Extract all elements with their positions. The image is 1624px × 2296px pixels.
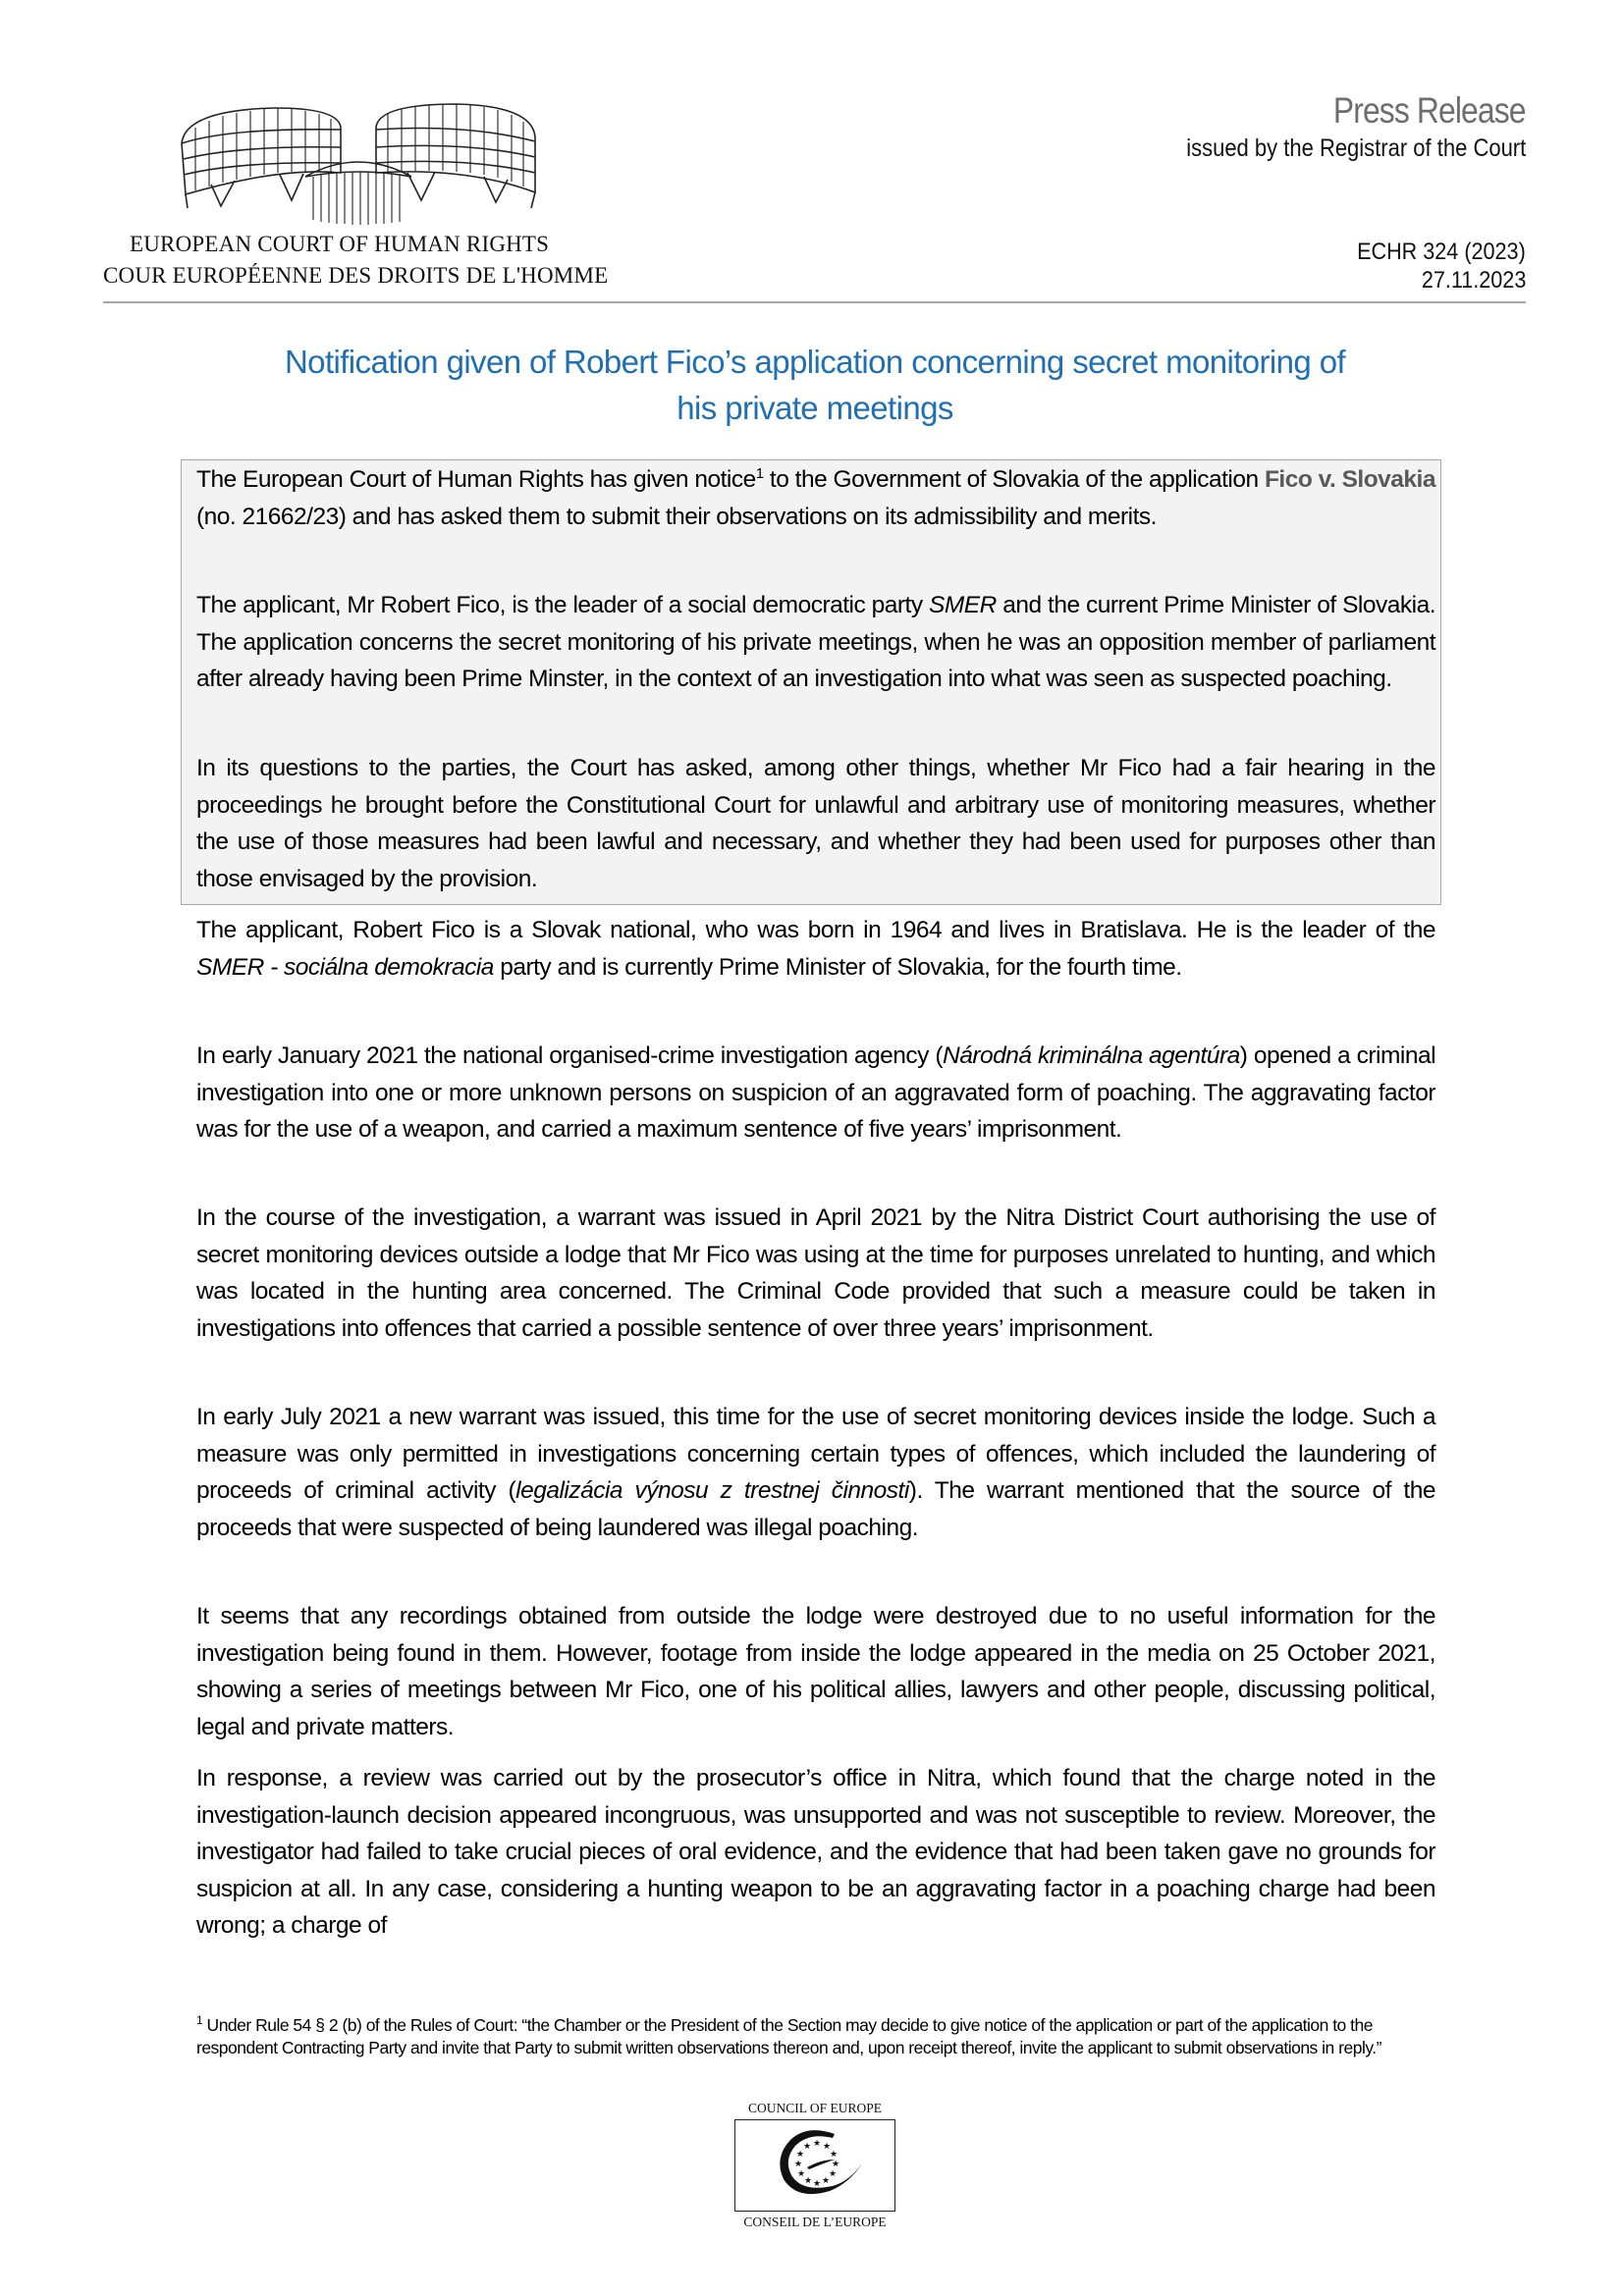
court-name-english: EUROPEAN COURT OF HUMAN RIGHTS — [130, 232, 550, 256]
svg-text:★: ★ — [796, 2169, 805, 2179]
svg-text:★: ★ — [829, 2150, 838, 2160]
svg-text:★: ★ — [821, 2176, 830, 2186]
council-of-europe-logo — [727, 2101, 903, 2230]
footnote-ref-1[interactable]: 1 — [755, 464, 764, 482]
footnote: $^1$ Under Rule 54 § 2 (b) of the Rules of Court: “the Chamber or the President of the Section may decide to give notice of the application or part of the application to the respondent Contracting Party and invite that Party to submit written observations thereon and, upon receipt thereof, invite the applicant to submit observations in reply.” — [196, 2013, 1381, 2057]
court-building-logo-icon — [172, 98, 545, 228]
body-paragraph-2: In early January 2021 the national organised-crime investigation agency (Národná kriminálna agentúra) opened a criminal investigation into one or more unknown persons on suspicion of an aggravated form of poaching. The aggravating factor was for the use of a weapon, and carried a maximum sentence of five years’ imprisonment. — [196, 1042, 1436, 1143]
footnote-marker: 1 — [196, 2013, 203, 2028]
press-release-label: Press Release — [1333, 90, 1526, 131]
svg-text:★: ★ — [828, 2169, 837, 2179]
reference-number: ECHR 324 (2023) — [1357, 239, 1526, 265]
title-line-2: his private meetings — [677, 390, 953, 426]
council-of-europe-emblem-icon — [734, 2119, 895, 2212]
page-title — [177, 339, 1453, 431]
svg-text:★: ★ — [831, 2160, 839, 2169]
svg-text:★: ★ — [802, 2142, 811, 2152]
body-paragraph-6: In response, a review was carried out by the prosecutor’s office in Nitra, which found that the charge noted in the investigation-launch decision appeared incongruous, was unsupported and was not susceptible to review. Moreover, the investigator had failed to take crucial pieces of oral evidence, and the evidence that had been taken gave no grounds for suspicion at all. In any case, considering a hunting weapon to be an aggravating factor in a poaching charge had been wrong; a charge of — [196, 1765, 1435, 1939]
body-paragraph-4: In early July 2021 a new warrant was issued, this time for the use of secret monitoring devices inside the lodge. Such a measure was only permitted in investigations concerning certain types of offences, which included the laundering of proceeds of criminal activity (legalizácia výnosu z trestnej činnosti). The warrant mentioned that the source of the proceeds that were suspected of being laundered was illegal poaching. — [196, 1404, 1435, 1541]
coe-name-french: CONSEIL DE L’EUROPE — [743, 2215, 887, 2229]
body-paragraph-5: It seems that any recordings obtained from outside the lodge were destroyed due to no useful information for the investigation being found in them. However, footage from inside the lodge appeared in the media on 25 October 2021, showing a series of meetings between Mr Fico, one of his political allies, lawyers and other people, discussing political, legal and private matters. — [196, 1603, 1435, 1740]
coe-name-english: COUNCIL OF EUROPE — [747, 2101, 882, 2115]
svg-text:★: ★ — [803, 2176, 812, 2186]
svg-text:★: ★ — [822, 2142, 831, 2152]
svg-text:★: ★ — [795, 2150, 804, 2160]
court-logo — [103, 98, 614, 228]
release-date: 27.11.2023 — [1421, 267, 1526, 294]
issued-by-text: issued by the Registrar of the Court — [1185, 134, 1526, 162]
title-line-1: Notification given of Robert Fico’s application concerning secret monitoring of — [284, 344, 1346, 380]
svg-text:★: ★ — [812, 2179, 821, 2189]
summary-paragraph-3: In its questions to the parties, the Court has asked, among other things, whether Mr Fico had a fair hearing in the proceedings he brought before the Constitutional Court for unlawful and arbitrary use of monitoring measures, whether the use of those measures had been lawful and necessary, and whether they had been used for purposes other than those envisaged by the provision. — [196, 755, 1435, 892]
header-divider — [103, 301, 1526, 303]
body-paragraph-3: In the course of the investigation, a warrant was issued in April 2021 by the Nitra District Court authorising the use of secret monitoring devices outside a lodge that Mr Fico was using at the time for purposes unrelated to hunting, and which was located in the hunting area concerned. The Criminal Code provided that such a measure could be taken in investigations into offences that carried a possible sentence of over three years’ imprisonment. — [196, 1204, 1435, 1342]
svg-text:★: ★ — [812, 2139, 821, 2149]
summary-paragraph-1: The European Court of Human Rights has given notice$^1$ to the Government of Slovakia of the application Fico v. Slovakia (no. 21662/23) and has asked them to submit their observations on its admissibility and merits. — [196, 464, 1435, 530]
svg-text:★: ★ — [793, 2160, 802, 2169]
case-name-link[interactable]: Fico v. Slovakia — [1264, 466, 1435, 493]
summary-paragraph-2: The applicant, Mr Robert Fico, is the leader of a social democratic party SMER and the current Prime Minister of Slovakia. The application concerns the secret monitoring of his private meetings, when he was an opposition member of parliament after already having been Prime Minster, in the context of an investigation into what was seen as suspected poaching. — [196, 592, 1436, 692]
body-paragraph-1: The applicant, Robert Fico is a Slovak national, who was born in 1964 and lives in Bratislava. He is the leader of the SMER - sociálna demokracia party and is currently Prime Minister of Slovakia, for the fourth time. — [196, 917, 1435, 981]
court-name-french: COUR EUROPÉENNE DES DROITS DE L'HOMME — [103, 263, 609, 288]
